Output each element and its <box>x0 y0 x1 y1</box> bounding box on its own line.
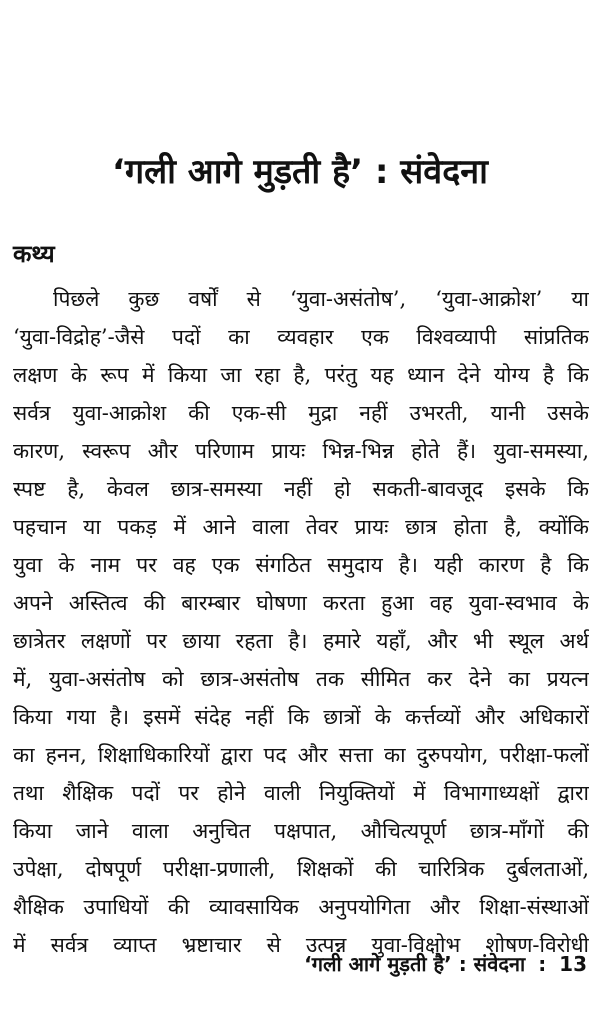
chapter-title: ‘गली आगे मुड़ती है’ : संवेदना <box>112 152 488 192</box>
text-line: किया जाने वाला अनुचित पक्षपात, औचित्यपूर्ण छात्र-माँगों की <box>13 819 589 843</box>
text-line: सर्वत्र युवा-आक्रोश की एक-सी मुद्रा नहीं उभरती, यानी उसके <box>13 401 589 425</box>
running-footer <box>304 948 587 980</box>
running-title: ‘गली आगे मुड़ती है’ : संवेदना <box>304 952 526 976</box>
text-line: स्पष्ट है, केवल छात्र-समस्या नहीं हो सकती-बावजूद इसके कि <box>13 477 589 501</box>
text-line: कारण, स्वरूप और परिणाम प्रायः भिन्न-भिन्न होते हैं। युवा-समस्या, <box>13 439 589 463</box>
section-heading: कथ्य <box>13 240 55 268</box>
text-line: उपेक्षा, दोषपूर्ण परीक्षा-प्रणाली, शिक्षकों की चारित्रिक दुर्बलताओं, <box>13 857 589 881</box>
text-line: शैक्षिक उपाधियों की व्यावसायिक अनुपयोगिता और शिक्षा-संस्थाओं <box>13 895 589 919</box>
text-line: में सर्वत्र व्याप्त भ्रष्टाचार से उत्पन्न युवा-विक्षोभ शोषण-विरोधी <box>13 933 589 957</box>
text-line: लक्षण के रूप में किया जा रहा है, परंतु यह ध्यान देने योग्य है कि <box>13 363 589 387</box>
text-line: में, युवा-असंतोष को छात्र-असंतोष तक सीमित कर देने का प्रयत्न <box>13 667 589 691</box>
text-line: ‘युवा-विद्रोह’-जैसे पदों का व्यवहार एक विश्वव्यापी सांप्रतिक <box>13 325 589 349</box>
text-line: पहचान या पकड़ में आने वाला तेवर प्रायः छात्र होता है, क्योंकि <box>13 515 589 539</box>
text-line: युवा के नाम पर वह एक संगठित समुदाय है। यही कारण है कि <box>13 553 589 577</box>
text-line: पिछले कुछ वर्षों से ‘युवा-असंतोष’, ‘युवा-आक्रोश’ या <box>53 287 589 311</box>
text-line: का हनन, शिक्षाधिकारियों द्वारा पद और सत्ता का दुरुपयोग, परीक्षा-फलों <box>13 743 589 767</box>
text-line: तथा शैक्षिक पदों पर होने वाली नियुक्तियों में विभागाध्यक्षों द्वारा <box>13 781 589 805</box>
text-line: अपने अस्तित्व की बारम्बार घोषणा करता हुआ वह युवा-स्वभाव के <box>13 591 589 615</box>
text-line: छात्रेतर लक्षणों पर छाया रहता है। हमारे यहाँ, और भी स्थूल अर्थ <box>13 629 589 653</box>
body-paragraph <box>13 280 589 964</box>
footer-separator: : <box>538 952 547 976</box>
text-line: किया गया है। इसमें संदेह नहीं कि छात्रों के कर्त्तव्यों और अधिकारों <box>13 705 589 729</box>
page-number: 13 <box>559 952 587 976</box>
